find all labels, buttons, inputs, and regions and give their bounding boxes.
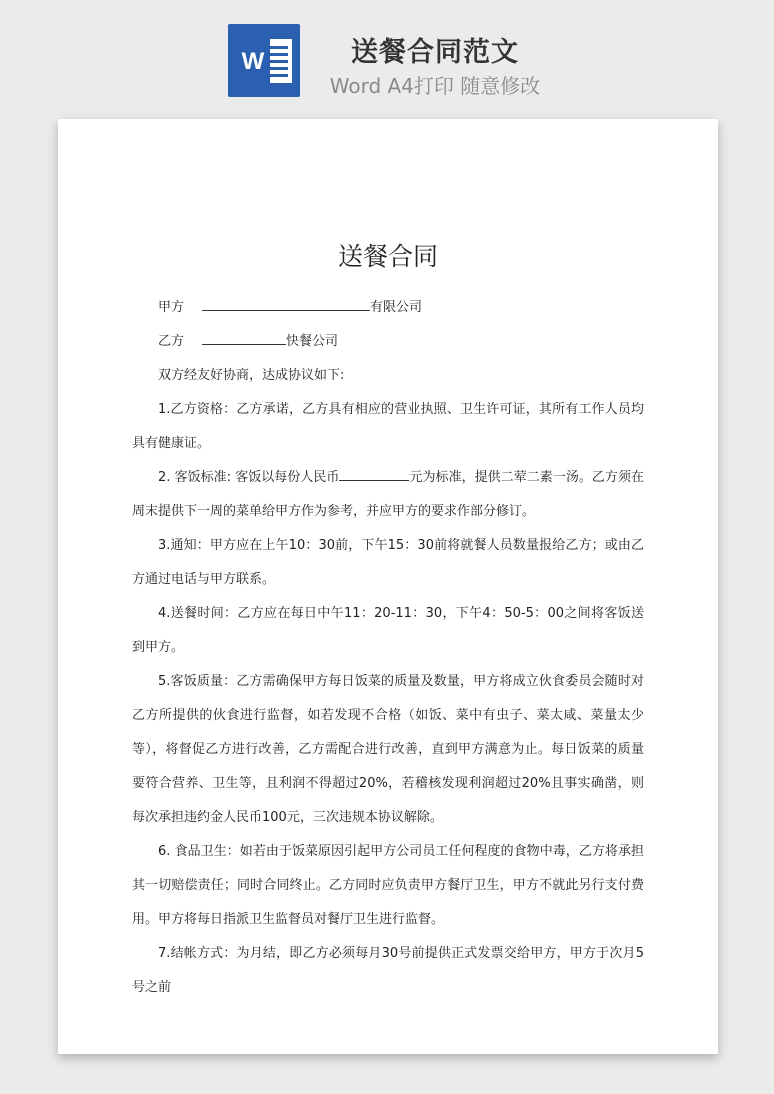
party-b-label: 乙方	[158, 334, 185, 349]
clause-6: 6. 食品卫生：如若由于饭菜原因引起甲方公司员工任何程度的食物中毒，乙方将承担其一切赔偿责任；同时合同终止。乙方同时应负责甲方餐厅卫生，甲方不就此另行支付费用。甲方将每日指派卫生监督员对餐厅卫生进行监督。	[132, 844, 644, 927]
party-b-suffix: 快餐公司	[286, 334, 339, 349]
clause-1: 1.乙方资格：乙方承诺，乙方具有相应的营业执照、卫生许可证，其所有工作人员均具有健康证。	[132, 402, 644, 451]
party-b-blank	[202, 330, 286, 345]
clause-2-part-b: 元为标准，提供二荤二素一汤。乙方须在周末提供下一周的菜单给甲方作为参考，并应甲方的要求作部分修订。	[132, 470, 644, 519]
header	[0, 0, 774, 110]
party-a-blank	[202, 296, 370, 311]
party-b-line	[132, 325, 644, 359]
price-blank	[339, 466, 409, 481]
document-title: 送餐合同	[337, 242, 438, 271]
clause-3: 3.通知：甲方应在上午10：30前，下午15：30前将就餐人员数量报给乙方；或由乙方通过电话与甲方联系。	[132, 538, 644, 587]
clause-4: 4.送餐时间：乙方应在每日中午11：20-11：30，下午4：50-5：00之间将客饭送到甲方。	[132, 606, 644, 655]
party-a-suffix: 有限公司	[370, 300, 423, 315]
clause-5: 5.客饭质量：乙方需确保甲方每日饭菜的质量及数量，甲方将成立伙食委员会随时对乙方所提供的伙食进行监督，如若发现不合格（如饭、菜中有虫子、菜太咸、菜量太少等），将督促乙方进行改善，乙方需配合进行改善，直到甲方满意为止。每日饭菜的质量要符合营养、卫生等，且利润不得超过20%，若稽核发现利润超过20%且事实确凿，则每次承担违约金人民币100元，三次违规本协议解除。	[132, 674, 644, 825]
word-icon-letter: W	[241, 48, 265, 75]
header-title: 送餐合同范文	[351, 37, 519, 68]
party-a-label: 甲方	[158, 300, 185, 315]
word-icon	[228, 24, 300, 97]
clause-2-part-a: 2. 客饭标准: 客饭以每份人民币	[158, 470, 340, 485]
clause-7: 7.结帐方式：为月结，即乙方必须每月30号前提供正式发票交给甲方，甲方于次月5号之前	[132, 946, 644, 995]
clause-2	[132, 461, 644, 529]
document-body	[132, 291, 644, 1005]
header-subtitle: Word A4打印 随意修改	[329, 74, 541, 98]
intro-line: 双方经友好协商，达成协议如下:	[158, 368, 345, 383]
document-page	[58, 119, 718, 1054]
party-a-line	[132, 291, 644, 325]
